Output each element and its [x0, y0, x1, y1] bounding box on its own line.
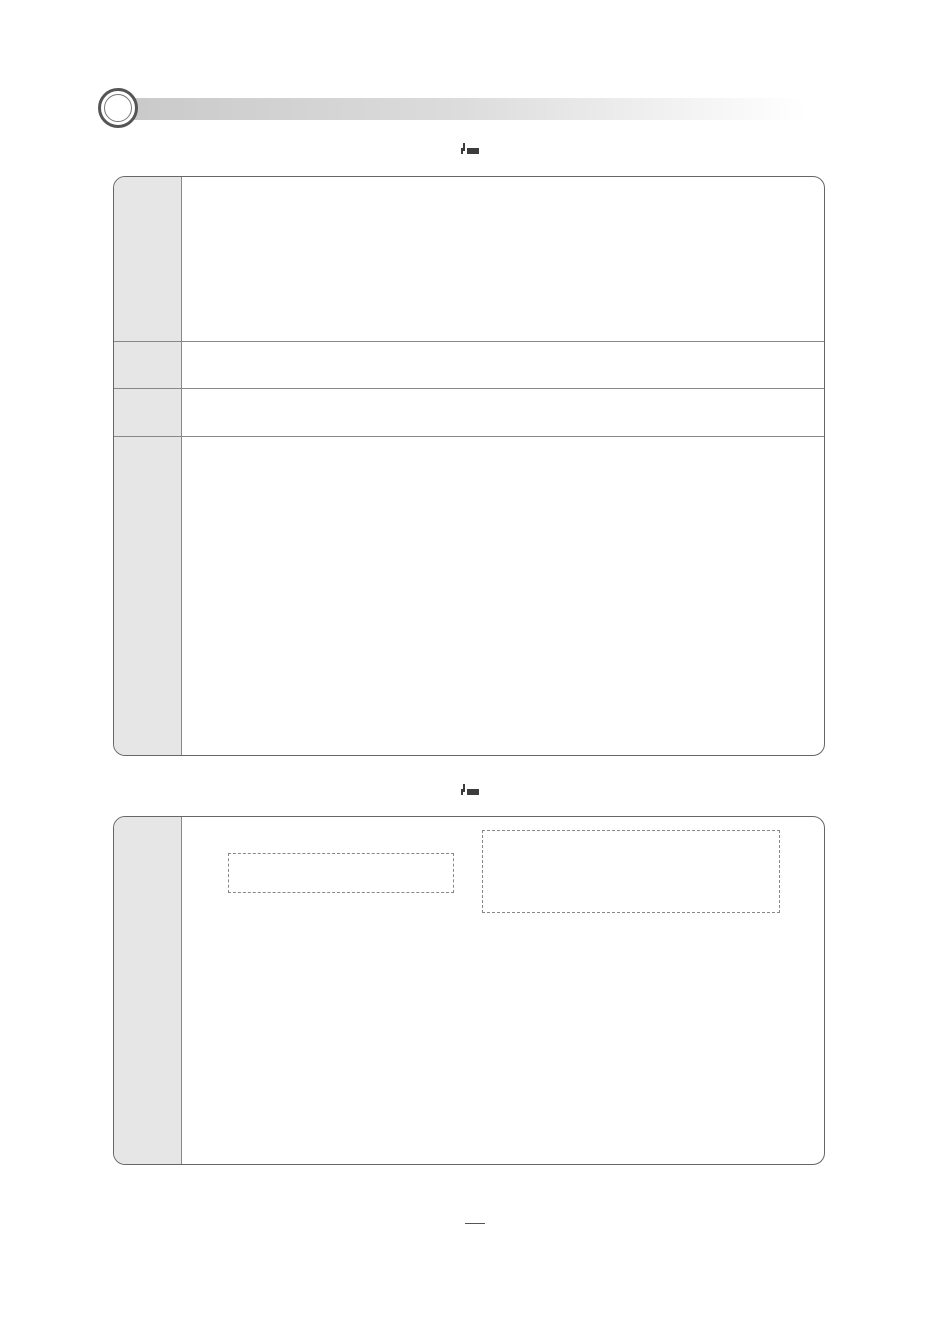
sentences-content	[182, 817, 824, 1164]
antonyms-label	[114, 389, 182, 436]
antonyms-row	[114, 388, 824, 436]
page-number	[465, 1223, 485, 1224]
idioms-label	[114, 437, 182, 756]
dictation-row	[114, 177, 824, 341]
section-badge	[461, 148, 479, 154]
synonyms-content	[182, 342, 824, 388]
sentences-row	[114, 817, 824, 1164]
brand-logo	[98, 88, 138, 128]
words-box	[113, 176, 825, 756]
idioms-content	[182, 437, 824, 756]
things-box	[228, 853, 454, 893]
section-badge	[461, 789, 479, 795]
time-words-box	[482, 830, 780, 913]
page-footer	[0, 1208, 950, 1238]
sentences-section-heading	[0, 779, 950, 805]
antonyms-content	[182, 389, 824, 436]
sentences-box	[113, 816, 825, 1165]
dictation-label	[114, 177, 182, 341]
synonyms-label	[114, 342, 182, 388]
synonyms-row	[114, 341, 824, 388]
page-header	[98, 88, 806, 128]
dictation-content	[182, 177, 824, 341]
words-section-heading	[0, 138, 950, 164]
sentences-label	[114, 817, 182, 1164]
idioms-row	[114, 436, 824, 756]
header-bar	[118, 98, 806, 120]
logo-text	[104, 94, 132, 122]
